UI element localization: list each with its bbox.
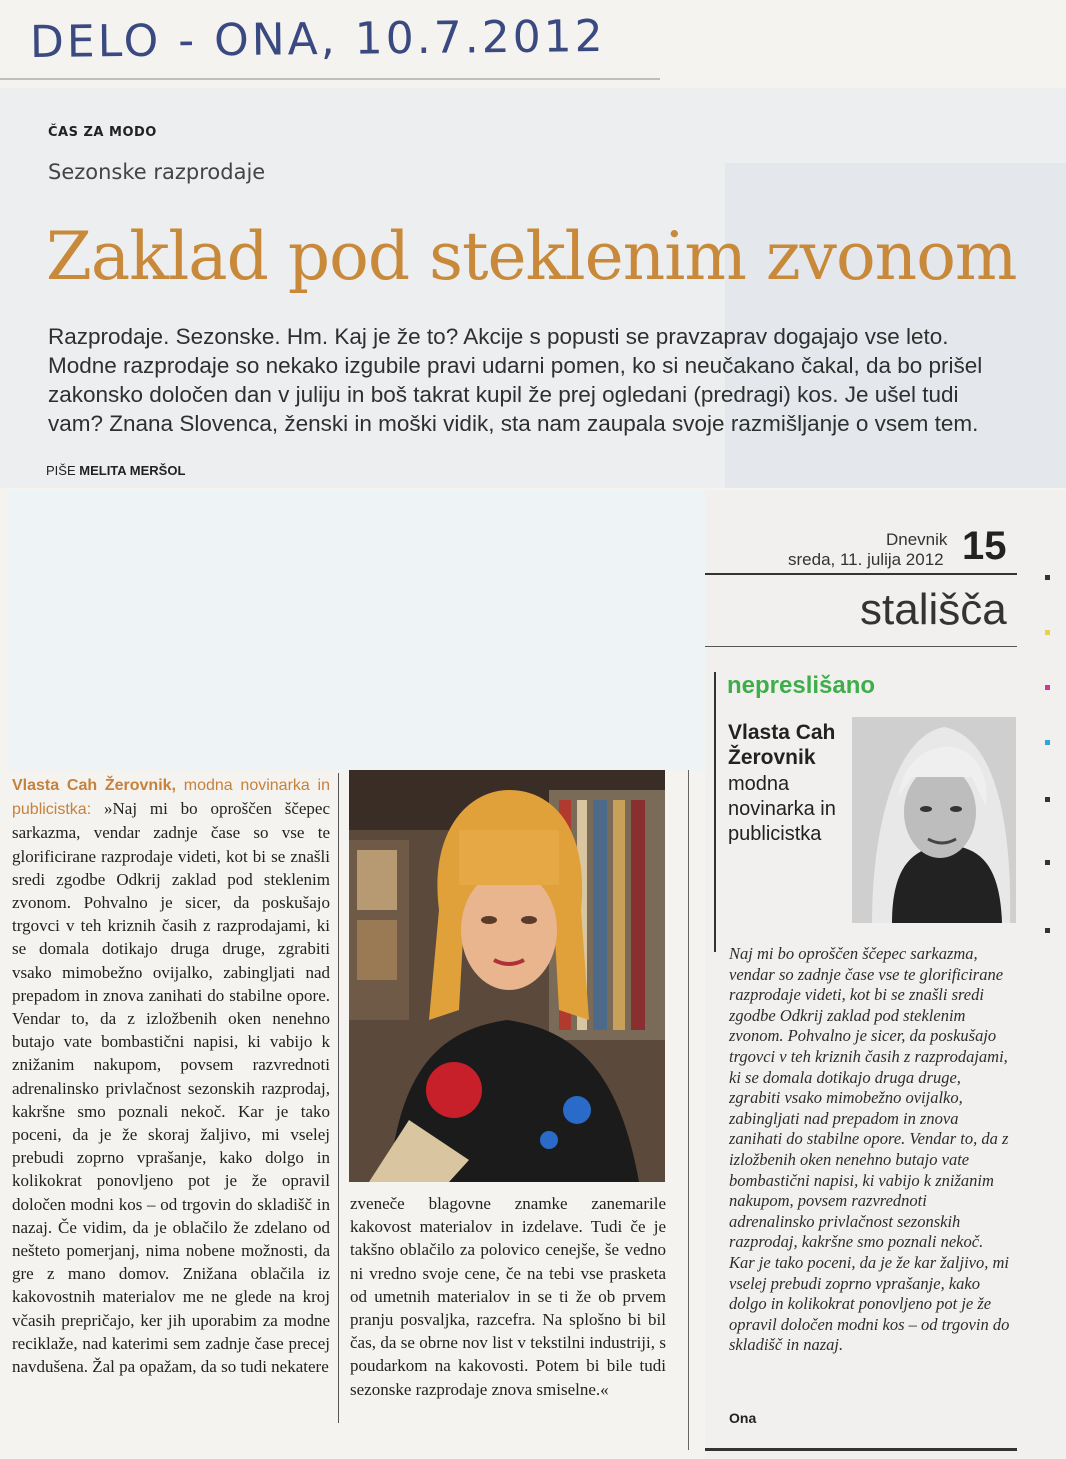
byline-author: MELITA MERŠOL [79,463,186,478]
registration-dot [1045,797,1050,802]
registration-dot [1045,740,1050,745]
article-body-1: »Naj mi bo oproščen ščepec sarkazma, vendar zadnje čase so vse te glorificirane razprodaje videti, kot bi se znašli sredi zgodbe Odkrij zaklad pod steklenim zvonom. Pohvalno je sicer, da poskušajo trgovci v teh kriznih časih z razprodajami, ki se domala dotikajo druga druge, zgrabiti vsako mimobežno ovijalko, zabingljati nad prepadom in znova zanihati do stabilne opore. Vendar to, da z izložbenih oken nenehno butajo vate bombastični napisi, ki vabijo k znižanim nakupom, povsem razvrednoti adrenalinsko privlačnost sezonskih razprodaj, kakršne smo poznali nekoč. Kar je tako poceni, da je že skoraj žaljivo, mi vselej prebudi zoprno vprašanje, kako dolgo in kolikokrat ponovljeno pot je že opravil določen modni kos – od trgovin do skladišč in nazaj. Če vidim, da je oblačilo že zdelano od nešteto pomerjanj, nima nobene možnosti, da gre z mano domov. Znižana oblačila iz kakovostnih materialov me ne glede na kroj včasih prepričajo, ker jih uporabim za modne reciklaže, nad katerimi sem zadnje čase precej navdušena. Žal pa opažam, da so tudi nekatere [12,799,330,1377]
bw-portrait-photo [852,717,1016,923]
article-column-1 [12,773,330,1378]
newspaper-date: sreda, 11. julija 2012 [788,550,944,569]
article-column-2: zveneče blagovne znamke zanemarile kakovost materialov in izdelave. Tudi če je takšno oblačilo za polovico cenejše, še vedno ni vredno svoje cene, če na tebi vse prasketa od umetnih materialov in se ti že ob prvem pranju posvaljka, razcefra. Na splošno bi bil čas, da se obrne nov list v tekstilni industriji, s poudarkom na kakovosti. Potem bi bile tudi sezonske razprodaje znova smiselne.« [350,1194,666,1399]
page-number: 15 [962,524,1007,568]
section-label: ČAS ZA MODO [48,125,157,140]
divider [0,78,660,80]
registration-dot [1045,575,1050,580]
registration-dot [1045,860,1050,865]
registration-dot [1045,630,1050,635]
handwritten-date-note: DELO - ONA, 10.7.2012 [29,10,606,69]
newspaper-section: stališča [860,585,1007,634]
column-title: nepreslišano [727,672,876,699]
byline [46,463,185,478]
speaker-role: modna novinarka in publicistka: [12,777,330,819]
portrait-photo [349,770,665,1182]
registration-dot [1045,685,1050,690]
lead-paragraph: Razprodaje. Sezonske. Hm. Kaj je že to? Akcije s popusti se pravzaprav dogajajo vse leto. Modne razprodaje so nekako izgubile pravi udarni pomen, ko si neučakano čakal, da bo prišel zakonsko določen dan v juliju in boš takrat kupil že prej ogledani (predragi) kos. Je ušel tudi vam? Znana Slovenca, ženski in moški vidik, sta nam zaupala svoje razmišljanje o vsem tem. [48,324,983,436]
newspaper-name: Dnevnik [886,530,948,549]
blank-area [8,490,705,770]
person-name: Vlasta Cah Žerovnik [728,721,836,769]
column-divider [338,773,339,1423]
divider [705,646,1017,647]
quote-source: Ona [729,1410,757,1426]
registration-dot [1045,928,1050,933]
person-role: modna novinarka in publicistka [728,773,836,845]
column-accent-bar [714,672,716,952]
divider [705,1448,1017,1451]
divider [705,573,1017,575]
column-divider [688,770,689,1450]
speaker-name: Vlasta Cah Žerovnik, [12,777,176,794]
byline-prefix: PIŠE [46,463,76,478]
headline: Zaklad pod steklenim zvonom [46,218,1017,295]
quote-text: Naj mi bo oproščen ščepec sarkazma, vendar so zadnje čase vse te glorificirane razprodaje videti, kot bi se znašli sredi zgodbe Odkrij zaklad pod steklenim zvonom. Pohvalno je sicer, da poskušajo trgovci v teh kriznih časih z razprodajami, ki se domala dotikajo druga druge, zgrabiti vsako mimobežno ovijalko, zabingljati nad prepadom in znova zanihati do stabilne opore. Vendar to, da z izložbenih oken nenehno butajo vate bombastični napisi, ki vabijo k znižanim nakupom, povsem razvrednoti adrenalinsko privlačnost sezonskih razprodaj, kakršne smo poznali nekoč. Kar je tako poceni, da je že kar žaljivo, mi vselej prebudi zoprno vprašanje, kako dolgo in kolikokrat ponovljeno pot je že opravil določen modni kos – od trgovin do skladišč in nazaj. [729,944,1010,1355]
subsection-label: Sezonske razprodaje [48,160,266,184]
